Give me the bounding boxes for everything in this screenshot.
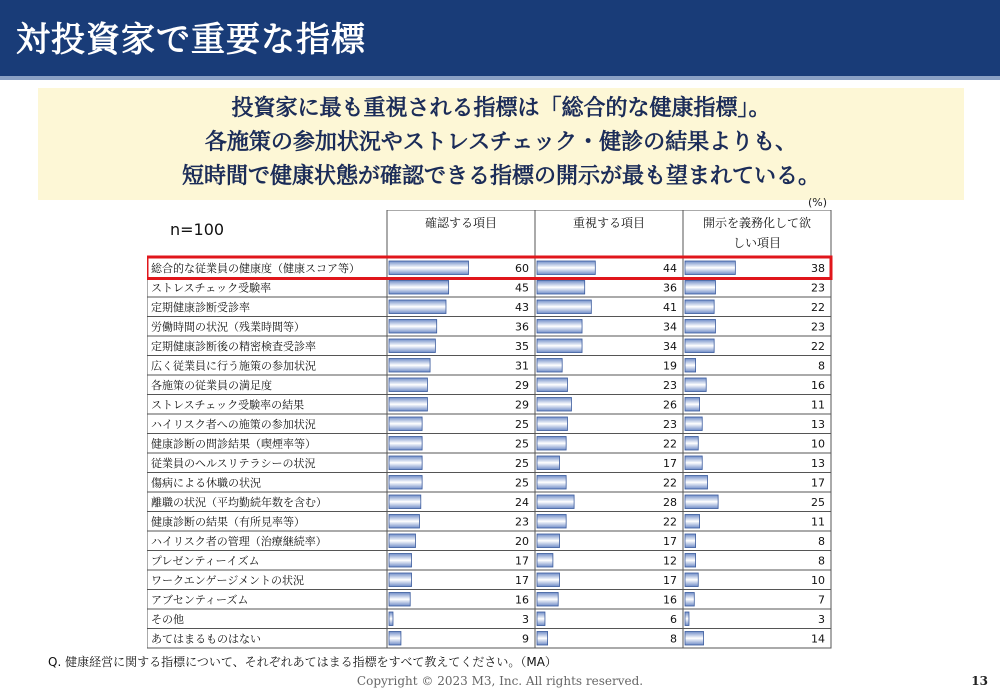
bar (685, 456, 702, 470)
bar (537, 456, 560, 470)
data-label: 14 (811, 632, 825, 646)
data-label: 36 (515, 320, 529, 334)
data-label: 17 (811, 476, 825, 490)
data-label: 3 (818, 613, 825, 626)
key-message-box (38, 88, 964, 200)
bar (685, 261, 735, 275)
header-underline (0, 76, 1000, 80)
value-cell (683, 512, 831, 532)
bar (537, 281, 585, 295)
data-label: 22 (811, 301, 825, 314)
bar (685, 632, 704, 646)
data-label: 10 (811, 437, 825, 451)
row-label: 従業員のヘルスリテラシーの状況 (151, 457, 316, 470)
data-label: 23 (663, 379, 677, 392)
sample-size-label: n=100 (170, 220, 225, 239)
row-label: 離職の状況（平均勤続年数を含む） (151, 496, 327, 509)
bar (685, 359, 696, 373)
bar (537, 612, 545, 626)
data-label: 8 (818, 554, 825, 568)
data-label: 10 (811, 574, 825, 587)
data-label: 25 (515, 437, 529, 451)
bar (389, 612, 393, 626)
bar (685, 573, 698, 587)
row-label: あてはまるものはない (151, 632, 261, 646)
key-message-line-1: 投資家に最も重視される指標は「総合的な健康指標」。 (231, 96, 771, 121)
row-label: 各施策の従業員の満足度 (151, 379, 272, 392)
bar (537, 398, 571, 412)
data-label: 9 (522, 632, 529, 646)
row-label: 労働時間の状況（残業時間等） (151, 320, 305, 334)
data-label: 26 (663, 398, 677, 412)
data-label: 38 (811, 262, 825, 275)
data-label: 3 (522, 613, 529, 626)
column-header-label: しい項目 (732, 236, 782, 250)
bar (537, 300, 591, 314)
bar (685, 534, 696, 548)
bar (389, 437, 422, 451)
row-label: 広く従業員に行う施策の参加状況 (151, 359, 316, 373)
bar (685, 417, 702, 431)
row-label: 総合的な従業員の健康度（健康スコア等） (151, 262, 360, 275)
data-label: 34 (663, 320, 677, 334)
bar (537, 320, 582, 334)
bar (537, 417, 567, 431)
bar (685, 515, 700, 529)
data-label: 25 (515, 457, 529, 470)
data-label: 36 (663, 281, 677, 295)
row-label: ワークエンゲージメントの状況 (151, 574, 305, 587)
value-cell (683, 570, 831, 590)
data-label: 25 (811, 496, 825, 509)
data-label: 22 (663, 515, 677, 529)
data-label: 11 (811, 515, 825, 529)
bar (537, 437, 566, 451)
data-label: 23 (811, 281, 825, 295)
data-label: 17 (663, 457, 677, 470)
data-label: 29 (515, 379, 529, 392)
bar (685, 554, 696, 568)
key-message-line-2: 各施策の参加状況やストレスチェック・健診の結果よりも、 (204, 130, 798, 155)
value-cell (683, 590, 831, 610)
bar (685, 612, 689, 626)
row-label: プレゼンティーイズム (151, 554, 260, 568)
bar (389, 281, 449, 295)
value-cell (387, 629, 535, 649)
bar (389, 593, 410, 607)
bar (389, 378, 427, 392)
row-label: 健康診断の結果（有所見率等） (151, 515, 305, 529)
bar (389, 339, 435, 353)
bar (389, 495, 421, 509)
data-label: 19 (663, 359, 677, 373)
data-label: 7 (818, 593, 825, 607)
bar (537, 378, 567, 392)
data-label: 17 (515, 574, 529, 587)
bar (389, 534, 416, 548)
data-label: 8 (818, 535, 825, 548)
data-label: 8 (670, 632, 677, 646)
bar (685, 593, 694, 607)
page-number: 13 (971, 674, 988, 688)
row-label: アブセンティーズム (151, 593, 249, 607)
bar (389, 398, 427, 412)
copyright: Copyright © 2023 M3, Inc. All rights reserved. (356, 674, 644, 688)
value-cell (683, 609, 831, 629)
bar (537, 495, 574, 509)
bar (389, 300, 446, 314)
bar (537, 339, 582, 353)
bar (537, 515, 566, 529)
bar (685, 495, 718, 509)
bar (685, 378, 706, 392)
value-cell (387, 609, 535, 629)
bar (537, 261, 595, 275)
data-label: 11 (811, 398, 825, 412)
data-label: 44 (663, 262, 677, 275)
data-label: 13 (811, 418, 825, 431)
page-title: 対投資家で重要な指標 (16, 20, 366, 60)
data-label: 16 (811, 379, 825, 392)
data-label: 34 (663, 340, 677, 353)
row-label: ハイリスク者の管理（治療継続率） (151, 535, 327, 548)
data-label: 8 (818, 359, 825, 373)
survey-question: Q. 健康経営に関する指標について、それぞれあてはまる指標をすべて教えてください。（MA） (48, 655, 557, 669)
column-header-label: 開示を義務化して欲 (702, 216, 812, 230)
bar (389, 417, 422, 431)
row-label: ストレスチェック受験率の結果 (151, 398, 305, 412)
value-cell (535, 551, 683, 571)
bar (389, 359, 430, 373)
data-label: 41 (663, 301, 677, 314)
value-cell (683, 395, 831, 415)
row-label: ハイリスク者への施策の参加状況 (151, 418, 316, 431)
data-label: 22 (811, 340, 825, 353)
bar (537, 632, 548, 646)
data-label: 31 (515, 359, 529, 373)
row-label: 傷病による休職の状況 (151, 476, 261, 490)
value-cell (535, 629, 683, 649)
data-label: 24 (515, 496, 529, 509)
row-label: 健康診断の問診結果（喫煙率等） (151, 437, 316, 451)
value-cell (683, 356, 831, 376)
value-cell (683, 551, 831, 571)
data-label: 25 (515, 418, 529, 431)
data-label: 23 (515, 515, 529, 529)
data-label: 6 (670, 613, 677, 626)
row-label: ストレスチェック受験率 (151, 281, 272, 295)
data-label: 20 (515, 535, 529, 548)
data-label: 16 (663, 593, 677, 607)
data-label: 22 (663, 437, 677, 451)
bar (389, 320, 437, 334)
bar (685, 476, 708, 490)
data-label: 35 (515, 340, 529, 353)
bar (685, 281, 715, 295)
row-label: 定期健康診断後の精密検査受診率 (151, 340, 316, 353)
bar (537, 554, 553, 568)
bar (685, 300, 714, 314)
bar (389, 554, 412, 568)
data-label: 45 (515, 281, 529, 295)
bar (389, 456, 422, 470)
data-label: 23 (663, 418, 677, 431)
value-cell (683, 414, 831, 434)
column-header-label: 確認する項目 (424, 216, 498, 230)
bar (685, 320, 715, 334)
bar (389, 261, 469, 275)
key-message-line-3: 短時間で健康状態が確認できる指標の開示が最も望まれている。 (181, 164, 820, 189)
data-label: 17 (515, 554, 529, 568)
value-cell (683, 434, 831, 454)
value-cell (683, 453, 831, 473)
bar (389, 632, 401, 646)
unit-label: (%) (808, 196, 828, 209)
bar (389, 515, 419, 529)
bar (389, 573, 412, 587)
bar-table-svg (147, 210, 837, 650)
data-label: 12 (663, 554, 677, 568)
data-label: 16 (515, 593, 529, 607)
data-label: 17 (663, 535, 677, 548)
value-cell (683, 629, 831, 649)
data-label: 23 (811, 320, 825, 334)
bar (685, 437, 698, 451)
data-label: 60 (515, 262, 529, 275)
bar (685, 398, 700, 412)
bar (389, 476, 422, 490)
data-label: 43 (515, 301, 529, 314)
row-label: 定期健康診断受診率 (151, 301, 250, 314)
data-label: 13 (811, 457, 825, 470)
bar (537, 359, 562, 373)
value-cell (535, 609, 683, 629)
bar (537, 573, 560, 587)
data-label: 17 (663, 574, 677, 587)
bar (537, 593, 558, 607)
data-label: 25 (515, 476, 529, 490)
data-label: 22 (663, 476, 677, 490)
row-label: その他 (151, 613, 184, 626)
value-cell (683, 531, 831, 551)
header-banner (0, 0, 1000, 76)
bar (537, 534, 560, 548)
bar (537, 476, 566, 490)
data-label: 28 (663, 496, 677, 509)
data-label: 29 (515, 398, 529, 412)
bar (685, 339, 714, 353)
column-header-label: 重視する項目 (572, 216, 646, 230)
